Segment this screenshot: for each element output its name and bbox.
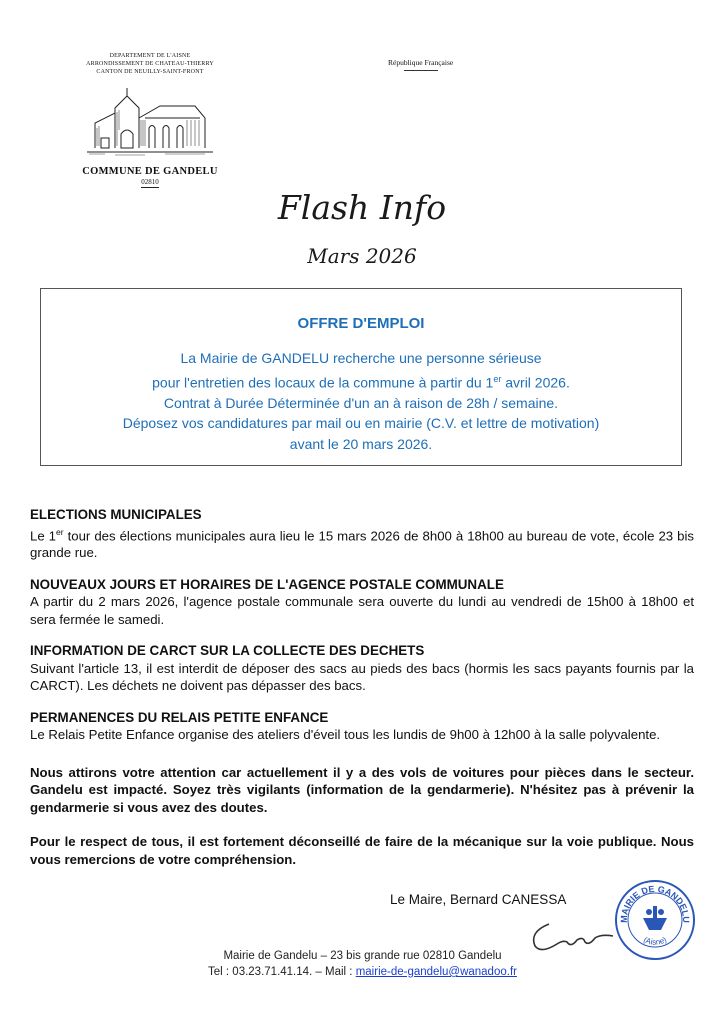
job-offer-line xyxy=(41,369,681,393)
svg-text:MAIRIE DE GANDELU: MAIRIE DE GANDELU xyxy=(618,883,692,923)
theft-notice: Nous attirons votre attention car actuellement il y a des vols de voitures pour pièces dans le secteur. Gandelu est impacté. Soyez très vigilants (information de la gendarmerie). N'hésitez pas à prévenir la gendarmerie si vous avez des doutes. xyxy=(30,764,694,815)
job-offer-title: OFFRE D'EMPLOI xyxy=(297,315,425,332)
page-subtitle: Mars 2026 xyxy=(307,244,417,268)
section-waste-collection xyxy=(30,642,694,695)
page-title: Flash Info xyxy=(277,188,447,227)
section-title: NOUVEAUX JOURS ET HORAIRES DE L'AGENCE POSTALE COMMUNALE xyxy=(30,576,504,592)
commune-header xyxy=(60,52,240,188)
svg-text:(Aisne): (Aisne) xyxy=(641,935,669,947)
postcode: 02810 xyxy=(141,178,159,186)
ordinal-suffix: er xyxy=(493,373,502,384)
job-offer-line: La Mairie de GANDELU recherche une personne sérieuse xyxy=(180,350,542,366)
section-text: Suivant l'article 13, il est interdit de déposer des sacs au pieds des bacs (hormis les sacs payants fournis par la CARCT). Les déchets ne doivent pas dépasser des bacs. xyxy=(30,660,694,694)
ordinal-suffix: er xyxy=(56,526,64,537)
republique-label: République Française xyxy=(388,58,454,67)
section-postal-agency xyxy=(30,576,694,629)
news-sections xyxy=(30,506,694,885)
mechanics-notice: Pour le respect de tous, il est fortement déconseillé de faire de la mécanique sur la voie publique. Nous vous remercions de votre compréhension. xyxy=(30,834,694,867)
mairie-stamp xyxy=(613,878,697,962)
section-title: ELECTIONS MUNICIPALES xyxy=(30,507,202,522)
footer xyxy=(190,948,535,980)
job-offer-text-part: avril 2026. xyxy=(501,374,570,391)
divider xyxy=(404,70,438,71)
canton-line: CANTON DE NEUILLY-SAINT-FRONT xyxy=(96,69,204,75)
section-title: INFORMATION DE CARCT SUR LA COLLECTE DES DECHETS xyxy=(30,643,425,659)
footer-phone: Tel : 03.23.71.41.14. – Mail : xyxy=(208,966,356,978)
email-link[interactable]: mairie-de-gandelu@wanadoo.fr xyxy=(355,966,517,978)
footer-address: Mairie de Gandelu – 23 bis grande rue 02810 Gandelu xyxy=(223,950,502,962)
job-offer-text-part: pour l'entretien des locaux de la commune à partir du 1 xyxy=(152,374,494,391)
job-offer-line: Contrat à Durée Déterminée d'un an à raison de 28h / semaine. xyxy=(163,394,559,411)
department-line: DEPARTEMENT DE L'AISNE xyxy=(109,53,191,59)
church-illustration xyxy=(85,78,215,158)
job-offer-line: Déposez vos candidatures par mail ou en mairie (C.V. et lettre de motivation) xyxy=(122,415,600,432)
handwritten-signature xyxy=(527,914,617,958)
signature-name: Le Maire, Bernard CANESSA xyxy=(390,892,567,907)
section-relais-petite-enfance xyxy=(30,709,694,744)
section-text: Le Relais Petite Enfance organise des ateliers d'éveil tous les lundis de 9h00 à 12h00 à la salle polyvalente. xyxy=(30,727,661,743)
job-offer-box xyxy=(40,288,682,466)
footer-contact xyxy=(190,964,535,980)
commune-name: COMMUNE DE GANDELU xyxy=(82,166,218,177)
section-title: PERMANENCES DU RELAIS PETITE ENFANCE xyxy=(30,709,329,725)
section-text xyxy=(30,524,694,562)
section-elections xyxy=(30,506,694,562)
republique-header xyxy=(388,58,453,71)
section-text-part: tour des élections municipales aura lieu le 15 mars 2026 de 8h00 à 18h00 au bureau de vote, école 23 bis grande rue. xyxy=(30,527,694,561)
section-text: A partir du 2 mars 2026, l'agence postale communale sera ouverte du lundi au vendredi de 15h00 à 18h00 et sera fermée le samedi. xyxy=(30,594,694,627)
job-offer-text xyxy=(41,348,681,454)
arrondissement-line: ARRONDISSEMENT DE CHATEAU-THIERRY xyxy=(86,61,214,67)
job-offer-line: avant le 20 mars 2026. xyxy=(289,435,433,452)
section-text-part: Le 1 xyxy=(30,527,57,543)
